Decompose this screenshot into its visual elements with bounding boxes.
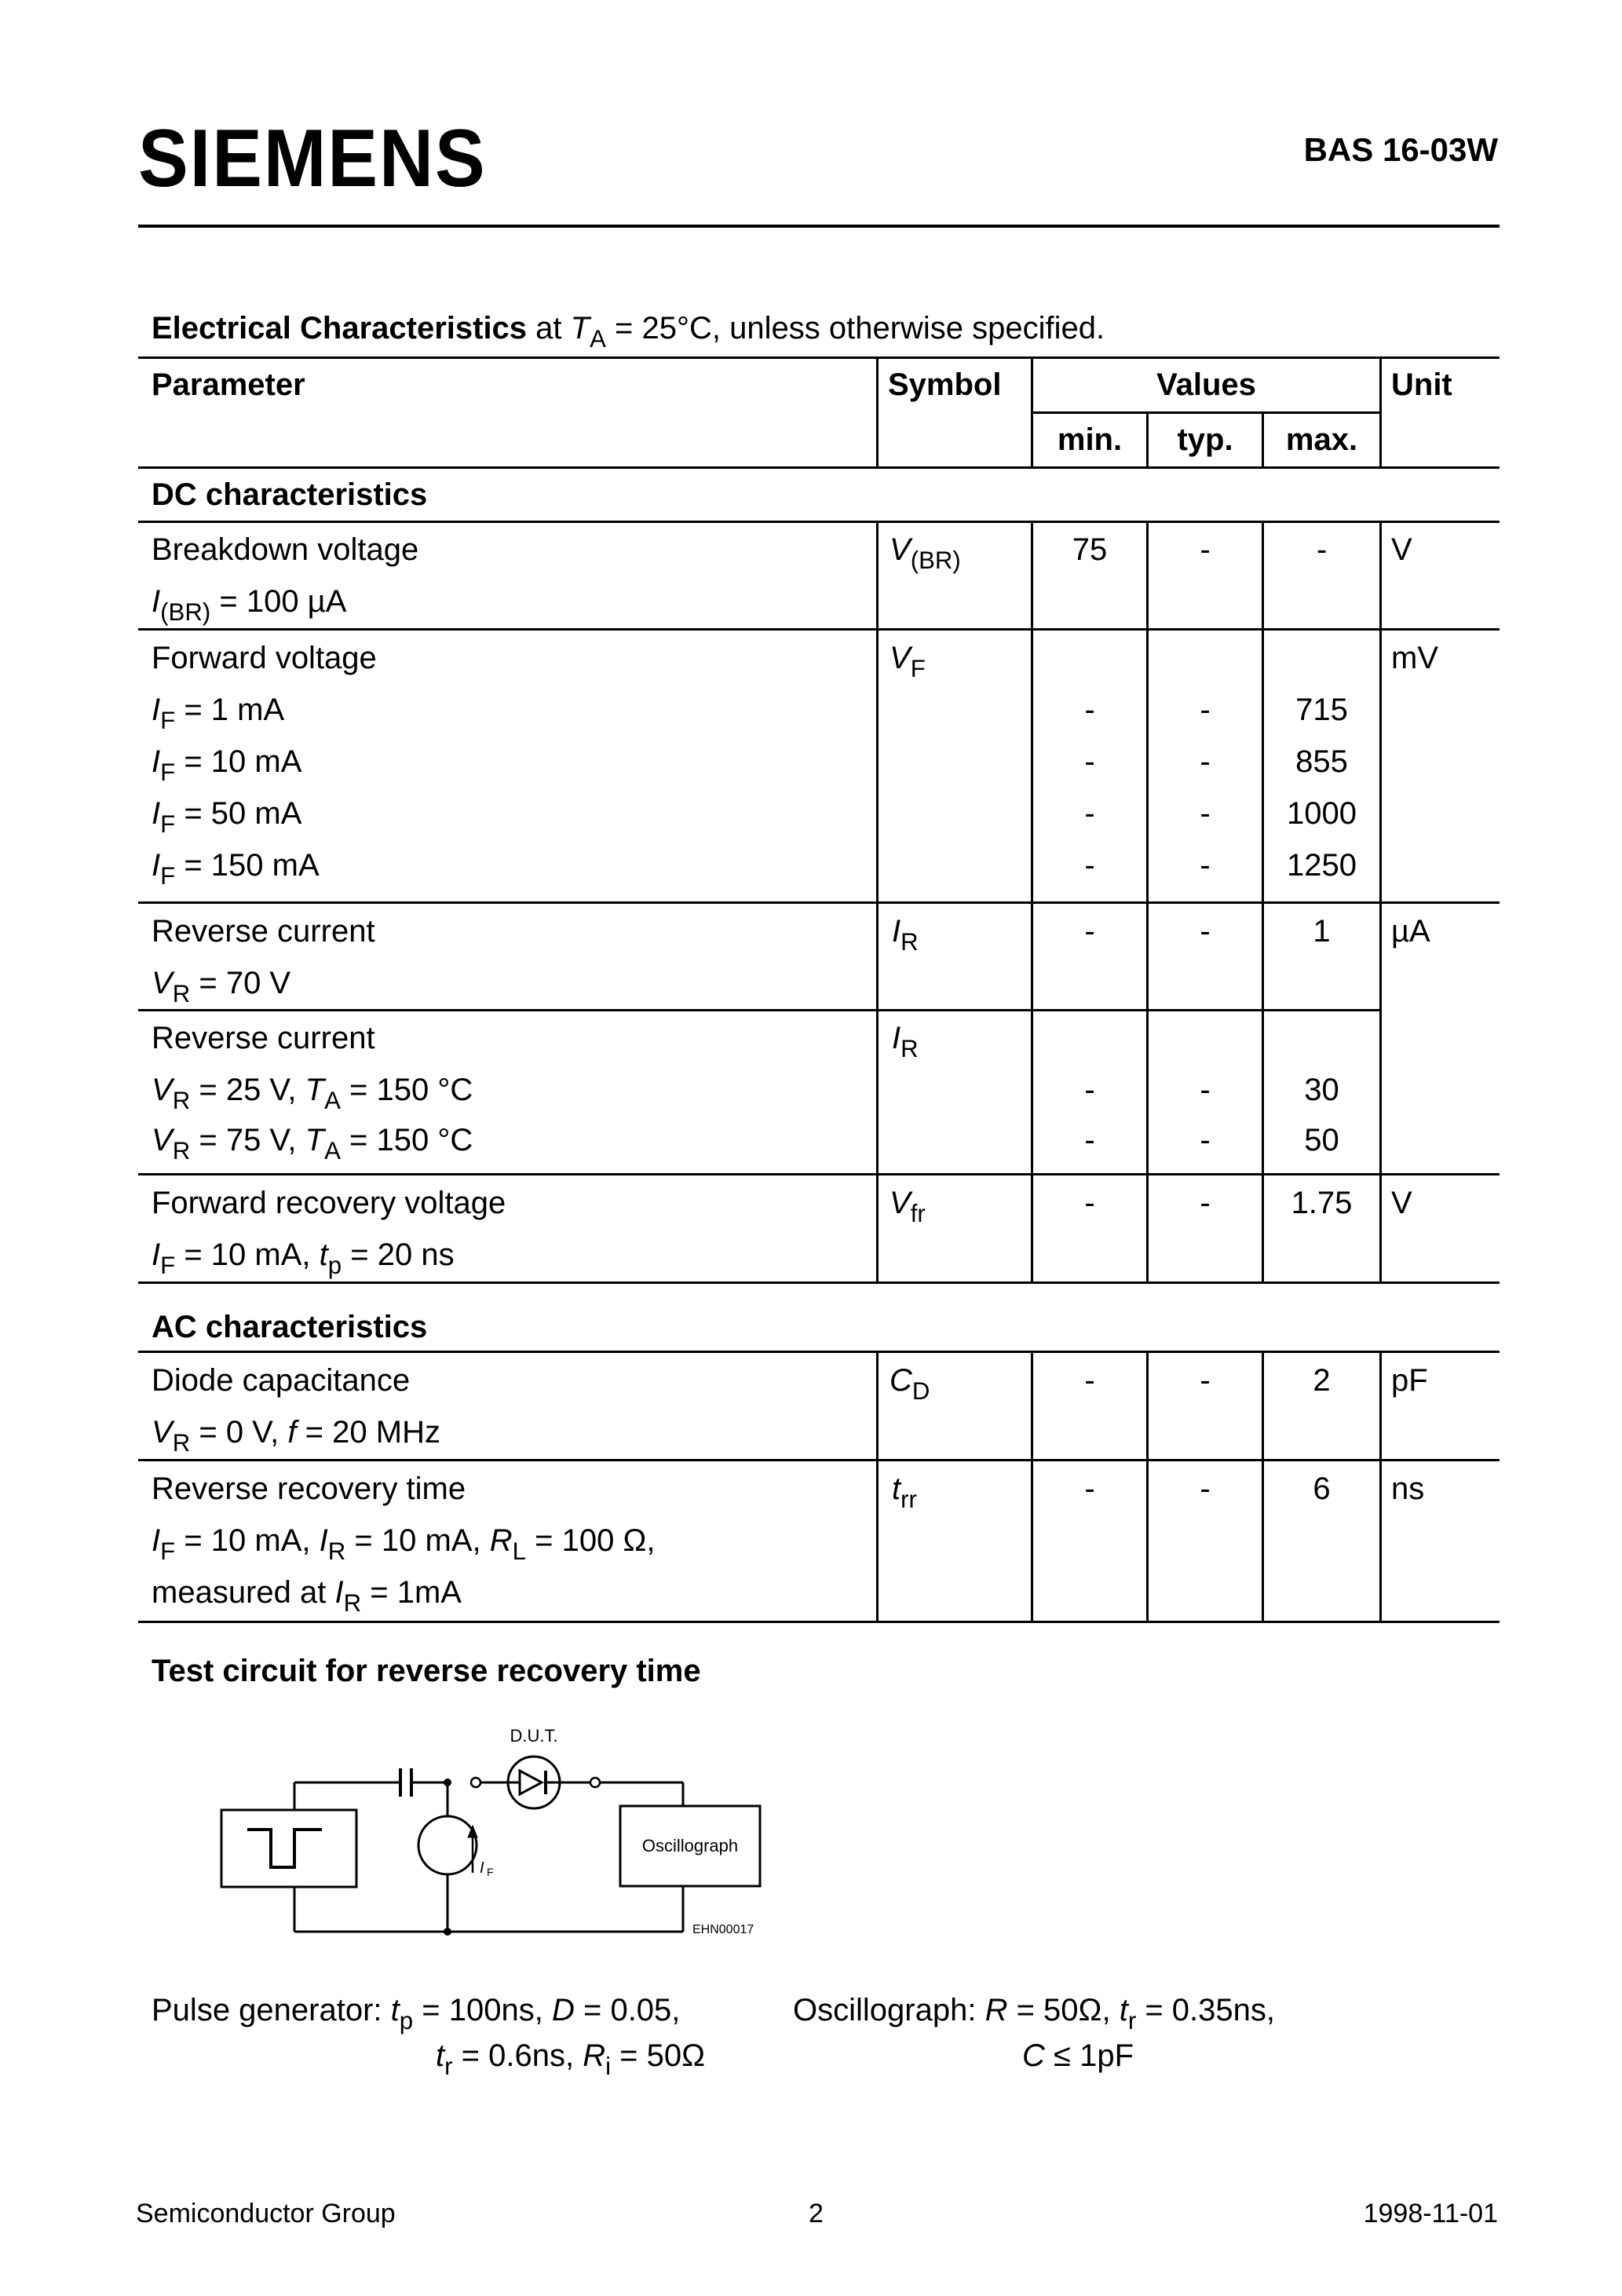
value-typ: - — [1200, 1363, 1211, 1398]
oscillograph-label: Oscillograph — [641, 1836, 739, 1855]
test-circuit-diagram — [212, 1727, 777, 1943]
value-typ: - — [1200, 1472, 1211, 1506]
unit: pF — [1391, 1363, 1428, 1398]
test-circuit-title: Test circuit for reverse recovery time — [152, 1654, 701, 1688]
dut-label: D.U.T. — [510, 1727, 558, 1746]
siemens-logo: SIEMENS — [138, 113, 487, 204]
header-values: Values — [1156, 367, 1256, 402]
symbol: $V_F$ — [890, 641, 926, 682]
part-number: BAS 16-03W — [1303, 131, 1498, 168]
pulse-generator-box — [221, 1810, 356, 1887]
header-parameter: Parameter — [152, 367, 305, 402]
ac-section-title: AC characteristics — [152, 1310, 428, 1344]
param-condition: $I_F = 150$ mA — [152, 848, 320, 890]
value-max: 1 — [1313, 914, 1331, 949]
junction-dot — [444, 1779, 451, 1786]
symbol: $V_{(BR)}$ — [890, 532, 961, 574]
param-name: Diode capacitance — [152, 1363, 411, 1398]
param-name: Reverse current — [152, 914, 375, 949]
value-typ: - — [1200, 1073, 1211, 1107]
value-typ: - — [1200, 1186, 1211, 1220]
header-min: min. — [1057, 422, 1123, 457]
footer-group: Semiconductor Group — [136, 2199, 396, 2228]
param-name: Forward voltage — [152, 641, 377, 675]
value-max: 1.75 — [1291, 1186, 1353, 1220]
current-source-icon — [418, 1816, 477, 1874]
value-min: - — [1084, 1363, 1095, 1398]
header-max: max. — [1285, 422, 1358, 457]
header-symbol: Symbol — [888, 367, 1002, 402]
footer-date: 1998-11-01 — [1363, 2199, 1498, 2228]
param-condition: $I_F = 10$ mA, $I_R = 10$ mA, $R_L = 100$ Ω, — [152, 1523, 656, 1565]
param-condition: $I_F = 50$ mA — [152, 796, 302, 838]
unit: µA — [1391, 914, 1430, 949]
param-name: Reverse recovery time — [152, 1472, 466, 1506]
param-condition: $V_R = 0$ V, f = 20 MHz — [152, 1415, 440, 1457]
value-min: - — [1084, 1123, 1095, 1157]
unit: V — [1391, 1186, 1412, 1220]
value-min: - — [1084, 1472, 1095, 1506]
oscillograph-line1: Oscillograph: R = 50Ω, $t_r = 0.35ns$, — [793, 1993, 1276, 2035]
value-min: - — [1084, 848, 1095, 883]
symbol: $I_R$ — [892, 914, 919, 956]
oscillograph-line2: C ≤ 1pF — [1022, 2038, 1134, 2073]
unit: ns — [1391, 1472, 1425, 1506]
heading-at: at — [535, 311, 562, 345]
unit: mV — [1391, 641, 1438, 675]
param-condition: $I_F = 1$ mA — [152, 693, 285, 734]
heading-ta-symbol: T — [570, 311, 590, 345]
value-typ: - — [1200, 796, 1211, 831]
value-max: - — [1316, 532, 1328, 567]
pulse-generator-line2: $t_r = 0.6ns$, $R_i = 50\Omega$ — [436, 2038, 706, 2080]
param-condition: $I_{(BR)} = 100$ µA — [152, 584, 347, 626]
symbol: $I_R$ — [892, 1021, 919, 1062]
value-min: - — [1084, 914, 1095, 949]
header-typ: typ. — [1177, 422, 1233, 457]
value-min: - — [1084, 693, 1095, 727]
symbol: $t_{rr}$ — [892, 1472, 917, 1513]
header-unit: Unit — [1391, 367, 1452, 402]
value-typ: - — [1200, 1123, 1211, 1157]
if-sub: F — [487, 1866, 494, 1878]
value-typ: - — [1200, 914, 1211, 949]
figure-code: EHN00017 — [692, 1923, 754, 1936]
value-max: 855 — [1295, 744, 1348, 779]
heading-bold: Electrical Characteristics — [152, 311, 528, 345]
header-rule — [138, 225, 1500, 228]
value-typ: - — [1200, 532, 1211, 567]
value-max: 1250 — [1287, 848, 1357, 883]
param-name: Breakdown voltage — [152, 532, 419, 567]
value-max: 1000 — [1287, 796, 1357, 831]
value-max: 6 — [1313, 1472, 1331, 1506]
param-condition: $I_F = 10$ mA — [152, 744, 302, 786]
value-min: - — [1084, 744, 1095, 779]
param-name: Reverse current — [152, 1021, 375, 1055]
symbol: $V_{fr}$ — [890, 1186, 926, 1227]
value-min: - — [1084, 1073, 1095, 1107]
param-name: Forward recovery voltage — [152, 1186, 506, 1220]
value-min: - — [1084, 796, 1095, 831]
junction-dot — [444, 1928, 451, 1936]
value-min: - — [1084, 1186, 1095, 1220]
value-max: 2 — [1313, 1363, 1331, 1398]
value-max: 30 — [1304, 1073, 1339, 1107]
param-condition: $V_R = 70$ V — [152, 966, 291, 1007]
heading-rest: = 25°C, unless otherwise specified. — [615, 311, 1105, 345]
value-max: 50 — [1304, 1123, 1339, 1157]
dc-section-title: DC characteristics — [152, 477, 428, 512]
value-typ: - — [1200, 744, 1211, 779]
param-condition: $I_F = 10$ mA, $t_p = 20$ ns — [152, 1238, 455, 1279]
electrical-characteristics-heading — [152, 311, 1105, 353]
page-number: 2 — [809, 2199, 824, 2228]
value-max: 715 — [1295, 693, 1348, 727]
symbol: $C_D$ — [890, 1363, 930, 1405]
pulse-generator-line1: Pulse generator: $t_p = 100ns$, D = 0.05, — [152, 1993, 681, 2035]
value-min: 75 — [1072, 532, 1108, 567]
value-typ: - — [1200, 848, 1211, 883]
unit: V — [1391, 532, 1412, 567]
heading-ta-sub: A — [590, 324, 606, 353]
value-typ: - — [1200, 693, 1211, 727]
param-condition: $V_R = 25$ V, $T_A = 150$ °C — [152, 1073, 473, 1114]
param-condition: $V_R = 75$ V, $T_A = 150$ °C — [152, 1123, 473, 1164]
pulse-waveform-icon — [247, 1830, 322, 1867]
param-condition: measured at $I_R = 1mA$ — [152, 1575, 462, 1617]
if-label: I — [480, 1859, 484, 1877]
